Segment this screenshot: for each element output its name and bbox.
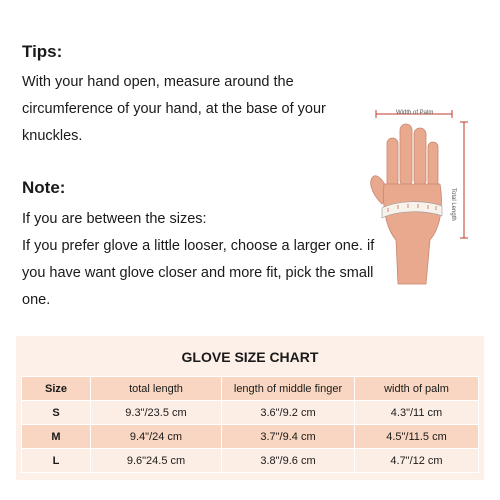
total-length-label: Total Length	[450, 188, 456, 221]
palm-width-cell: 4.3"/11 cm	[355, 401, 479, 425]
palm-width-label: Width of Palm	[396, 110, 434, 116]
table-row	[22, 425, 479, 449]
note-line: If you are between the sizes:	[22, 211, 207, 227]
table-row	[22, 449, 479, 473]
note-line: you have want glove closer and more fit, pick the small	[22, 265, 374, 281]
hand-measurement-illustration	[368, 108, 472, 288]
size-cell: S	[22, 401, 91, 425]
palm-width-cell: 4.5"/11.5 cm	[355, 425, 479, 449]
size-cell: L	[22, 449, 91, 473]
tips-line: With your hand open, measure around the	[22, 74, 294, 90]
note-heading: Note:	[22, 178, 66, 197]
column-header-size: Size	[22, 377, 91, 401]
note-line: If you prefer glove a little looser, choose a larger one. if	[22, 238, 375, 254]
total-length-cell: 9.6"24.5 cm	[91, 449, 222, 473]
column-header-palm-width: width of palm	[355, 377, 479, 401]
glove-size-chart	[16, 336, 484, 480]
table-header-row	[22, 377, 479, 401]
tips-line: circumference of your hand, at the base of your	[22, 101, 326, 117]
column-header-middle-finger: length of middle finger	[222, 377, 355, 401]
size-cell: M	[22, 425, 91, 449]
note-line: one.	[22, 292, 51, 308]
tips-heading: Tips:	[22, 42, 63, 61]
table-row	[22, 401, 479, 425]
size-table	[21, 376, 479, 473]
tips-line: knuckles.	[22, 128, 83, 144]
note-text	[22, 206, 382, 314]
middle-finger-cell: 3.7"/9.4 cm	[222, 425, 355, 449]
palm-width-cell: 4.7"/12 cm	[355, 449, 479, 473]
middle-finger-cell: 3.6"/9.2 cm	[222, 401, 355, 425]
column-header-total-length: total length	[91, 377, 222, 401]
tips-text	[22, 69, 362, 150]
size-chart-title: GLOVE SIZE CHART	[181, 349, 319, 365]
total-length-cell: 9.3"/23.5 cm	[91, 401, 222, 425]
total-length-cell: 9.4"/24 cm	[91, 425, 222, 449]
middle-finger-cell: 3.8"/9.6 cm	[222, 449, 355, 473]
